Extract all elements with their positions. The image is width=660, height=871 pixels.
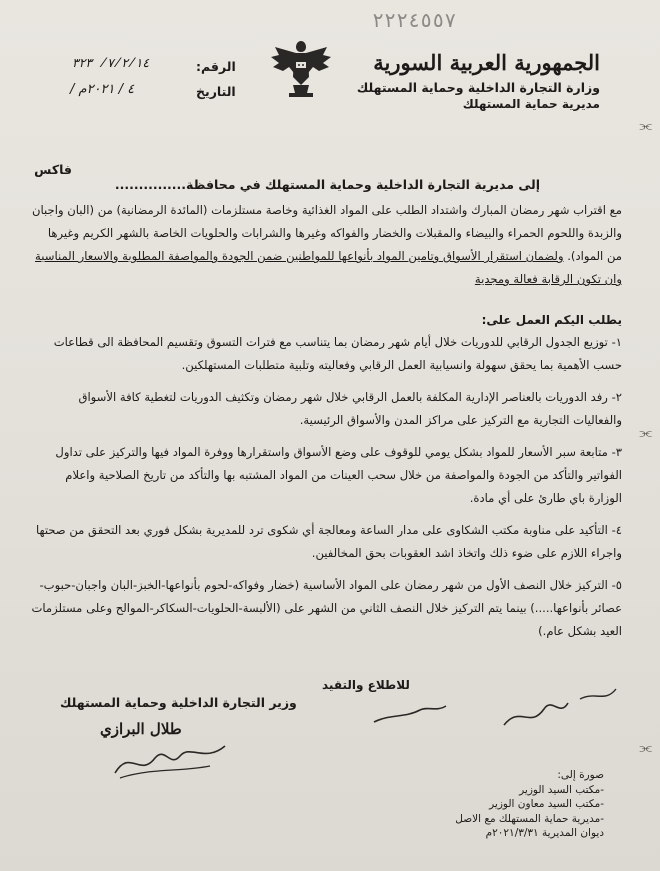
required-heading: يطلب اليكم العمل على: bbox=[481, 313, 622, 327]
intro-paragraph bbox=[30, 199, 622, 291]
recipient-line: إلى مديرية التجارة الداخلية وحماية المستهلك في محافظة............... bbox=[114, 177, 540, 192]
intro-main: مع اقتراب شهر رمضان المبارك واشتداد الطلب على المواد الغذائية وخاصة مستلزمات (المائدة الرمضانية) من (البان واجبان والزبدة واللحوم الحمراء والبيضاء والمقبلات والخضار والفواكه وغيرها والشرابات والحلويات الخاصة بالشهر الكريم وغيرها من المواد). bbox=[32, 203, 622, 263]
letter-type: فاكس bbox=[34, 162, 72, 177]
directorate-name: مديرية حماية المستهلك bbox=[462, 97, 600, 111]
eagle-emblem-icon bbox=[265, 33, 337, 105]
copies-block bbox=[344, 768, 604, 841]
copies-heading: صورة إلى: bbox=[557, 769, 604, 781]
list-item: ٤- التأكيد على مناوبة مكتب الشكاوى على مدار الساعة ومعالجة أي شكوى ترد للمديرية بشكل فوري بعد التحقق من صحتها واجراء اللازم على ضوء ذلك واتخاذ اشد العقوبات بحق المخالفين. bbox=[35, 523, 622, 560]
margin-mark-icon: ⫘ bbox=[639, 740, 652, 756]
copy-line: -مكتب السيد الوزير bbox=[519, 783, 604, 796]
initial-signature bbox=[370, 700, 450, 730]
margin-mark-icon: ⫘ bbox=[639, 425, 652, 441]
list-item: ٥- التركيز خلال النصف الأول من شهر رمضان على المواد الأساسية (خضار وفواكه-لحوم بأنواعها-الخبز-البان واجبان-حبوب-عصائر بأنواعها.....) بينما يتم التركيز خلال النصف الثاني من الشهر على (الألبسة-الحلويات-السكاكر-الموالح وعلى مستلزمات العيد بشكل عام.) bbox=[31, 578, 622, 638]
intro-underlined: ولضمان استقرار الأسواق وتامين المواد بأنواعها للمواطنين ضمن الجودة والمواصفة المطلوبة والاسعار المناسبة وان تكون الرقابة فعالة ومجدية bbox=[35, 249, 622, 286]
initial-signature bbox=[500, 685, 620, 735]
list-item: ١- توزيع الجدول الرقابي للدوريات خلال أيام شهر رمضان بما يتناسب مع فترات التسوق وتقسيم المحافظة الى قطاعات حسب الأهمية بما يحقق سهولة وانسيابية العمل الرقابي وفعاليته وتلبية متطلبات المستهلكين. bbox=[53, 335, 622, 372]
ministry-name: وزارة التجارة الداخلية وحماية المستهلك bbox=[356, 80, 600, 95]
list-item: ٢- رفد الدوريات بالعناصر الإدارية المكلفة بالعمل الرقابي خلال شهر رمضان وتكثيف الدوريات لتغطية كافة الأسواق والفعاليات التجارية مع التركيز على مراكز المدن والأسواق الرئيسية. bbox=[78, 390, 622, 427]
margin-mark-icon: ⫘ bbox=[639, 118, 652, 134]
copy-line: -مكتب السيد معاون الوزير bbox=[489, 798, 604, 810]
copy-line: -مديرية حماية المستهلك مع الاصل bbox=[455, 812, 604, 825]
republic-title: الجمهورية العربية السورية bbox=[373, 50, 600, 75]
stamp-number: ٢٢٢٤٥٥٧ bbox=[372, 11, 457, 34]
copy-line: ديوان المديرية ٢٠٢١/٣/٣١م bbox=[485, 827, 604, 839]
date-value: / ٤ / ٢٠٢١م bbox=[70, 82, 135, 97]
minister-name: طلال البرازي bbox=[100, 720, 182, 738]
acknowledge-note: للاطلاع والتقيد bbox=[322, 678, 410, 692]
minister-signature bbox=[110, 738, 230, 783]
list-item: ٣- متابعة سبر الأسعار للمواد بشكل يومي للوقوف على وضع الأسواق واستقرارها ووفرة المواد فيها والتركيز على تداول الفواتير والتأكد من الجودة والمواصفة من خلال سحب العينات من المواد المشتبه بها والتأكد من تاريخ الصلاحية واعلام الوزارة باي طارئ على أي مادة. bbox=[55, 445, 622, 505]
reference-label: الرقم: bbox=[196, 59, 236, 74]
reference-value: ٧/٢/١٤/ ٣٢٣ bbox=[72, 57, 150, 71]
date-label: التاريخ bbox=[196, 84, 236, 99]
instruction-list bbox=[30, 331, 622, 652]
minister-title: وزير التجارة الداخلية وحماية المستهلك bbox=[60, 695, 297, 710]
